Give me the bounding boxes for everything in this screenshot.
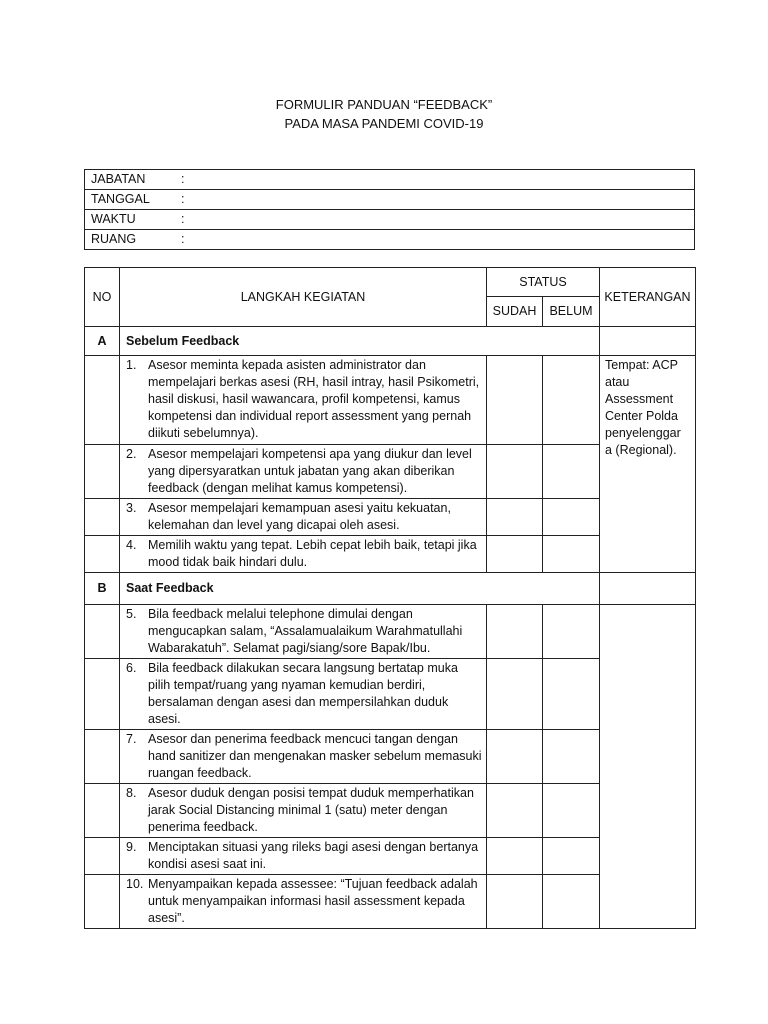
sudah-checkbox[interactable] [487, 784, 543, 838]
no-cell [85, 730, 120, 784]
info-table [84, 169, 695, 250]
no-cell [85, 784, 120, 838]
step-cell [120, 499, 487, 536]
section-letter: A [85, 327, 120, 356]
info-row-jabatan [85, 170, 695, 190]
info-sep: : [181, 192, 185, 206]
no-cell [85, 536, 120, 573]
header-row-1 [85, 268, 696, 297]
step-text: Bila feedback dilakukan secara langsung bertatap muka pilih tempat/ruang yang nyaman kemudian berdiri, bersalaman dengan asesi dan mempersilahkan duduk asesi. [148, 661, 458, 726]
step-text: Memilih waktu yang tepat. Lebih cepat lebih baik, tetapi jika mood tidak baik hindari dulu. [148, 538, 477, 569]
header-langkah: LANGKAH KEGIATAN [120, 268, 487, 327]
belum-checkbox[interactable] [543, 730, 600, 784]
checklist-table [84, 267, 696, 929]
info-field-waktu[interactable] [85, 210, 695, 230]
header-status: STATUS [487, 268, 600, 297]
belum-checkbox[interactable] [543, 784, 600, 838]
belum-checkbox[interactable] [543, 356, 600, 445]
header-no: NO [85, 268, 120, 327]
step-text: Asesor mempelajari kompetensi apa yang diukur dan level yang dipersyaratkan untuk jabatan yang akan diberikan feedback (dengan melihat kamus kompetensi). [148, 447, 472, 495]
no-cell [85, 875, 120, 929]
sudah-checkbox[interactable] [487, 536, 543, 573]
sudah-checkbox[interactable] [487, 875, 543, 929]
belum-checkbox[interactable] [543, 838, 600, 875]
info-row-ruang [85, 230, 695, 250]
sudah-checkbox[interactable] [487, 445, 543, 499]
info-field-tanggal[interactable] [85, 190, 695, 210]
sudah-checkbox[interactable] [487, 730, 543, 784]
info-row-waktu [85, 210, 695, 230]
step-text: Menciptakan situasi yang rileks bagi asesi dengan bertanya kondisi asesi saat ini. [148, 840, 479, 871]
keterangan-note: Tempat: ACP atau Assessment Center Polda penyelenggar a (Regional). [600, 356, 696, 573]
section-title: Saat Feedback [120, 573, 600, 605]
info-label: WAKTU [91, 212, 136, 226]
info-sep: : [181, 172, 185, 186]
step-number: 2. [126, 447, 137, 461]
step-cell [120, 445, 487, 499]
step-row [85, 356, 696, 445]
step-number: 3. [126, 501, 137, 515]
belum-checkbox[interactable] [543, 605, 600, 659]
step-cell [120, 536, 487, 573]
belum-checkbox[interactable] [543, 875, 600, 929]
step-number: 6. [126, 661, 137, 675]
section-row-a [85, 327, 696, 356]
keterangan-cell[interactable] [600, 573, 696, 605]
step-row [85, 605, 696, 659]
header-keterangan: KETERANGAN [600, 268, 696, 327]
sudah-checkbox[interactable] [487, 605, 543, 659]
step-cell [120, 730, 487, 784]
step-text: Menyampaikan kepada assessee: “Tujuan feedback adalah untuk menyampaikan informasi hasil assessment kepada asesi”. [148, 877, 478, 925]
keterangan-note[interactable] [600, 605, 696, 929]
step-cell [120, 356, 487, 445]
info-sep: : [181, 212, 185, 226]
belum-checkbox[interactable] [543, 659, 600, 730]
step-number: 8. [126, 786, 137, 800]
info-label: JABATAN [91, 172, 146, 186]
step-number: 5. [126, 607, 137, 621]
title-line-2: PADA MASA PANDEMI COVID-19 [284, 116, 484, 131]
sudah-checkbox[interactable] [487, 659, 543, 730]
step-text: Asesor mempelajari kemampuan asesi yaitu kekuatan, kelemahan dan level yang dicapai oleh asesi. [148, 501, 451, 532]
step-cell [120, 659, 487, 730]
step-cell [120, 605, 487, 659]
section-row-b [85, 573, 696, 605]
info-row-tanggal [85, 190, 695, 210]
no-cell [85, 659, 120, 730]
no-cell [85, 605, 120, 659]
header-belum: BELUM [543, 297, 600, 327]
step-text: Asesor dan penerima feedback mencuci tangan dengan hand sanitizer dan mengenakan masker sebelum memasuki ruangan feedback. [148, 732, 482, 780]
step-text: Asesor meminta kepada asisten administrator dan mempelajari berkas asesi (RH, hasil intray, hasil Psikometri, hasil diskusi, hasil wawancara, profil kompetensi, kamus kompetensi dan individual report assessment yang pernah diikuti sebelumnya). [148, 358, 480, 440]
info-field-jabatan[interactable] [85, 170, 695, 190]
step-text: Asesor duduk dengan posisi tempat duduk memperhatikan jarak Social Distancing minimal 1 (satu) meter dengan penerima feedback. [148, 786, 474, 834]
info-sep: : [181, 232, 185, 246]
no-cell [85, 356, 120, 445]
belum-checkbox[interactable] [543, 499, 600, 536]
sudah-checkbox[interactable] [487, 838, 543, 875]
belum-checkbox[interactable] [543, 445, 600, 499]
keterangan-cell[interactable] [600, 327, 696, 356]
step-cell [120, 838, 487, 875]
section-letter: B [85, 573, 120, 605]
belum-checkbox[interactable] [543, 536, 600, 573]
header-sudah: SUDAH [487, 297, 543, 327]
sudah-checkbox[interactable] [487, 499, 543, 536]
step-number: 1. [126, 358, 137, 372]
title-line-1: FORMULIR PANDUAN “FEEDBACK” [275, 97, 493, 112]
step-text: Bila feedback melalui telephone dimulai dengan mengucapkan salam, “Assalamualaikum Warahmatullahi Wabarakatuh”. Selamat pagi/siang/sore Bapak/Ibu. [148, 607, 463, 655]
no-cell [85, 838, 120, 875]
info-field-ruang[interactable] [85, 230, 695, 250]
sudah-checkbox[interactable] [487, 356, 543, 445]
form-title [0, 95, 768, 133]
step-cell [120, 875, 487, 929]
step-number: 4. [126, 538, 137, 552]
info-label: RUANG [91, 232, 137, 246]
step-cell [120, 784, 487, 838]
section-title: Sebelum Feedback [120, 327, 600, 356]
step-number: 7. [126, 732, 137, 746]
step-number: 9. [126, 840, 137, 854]
no-cell [85, 499, 120, 536]
info-label: TANGGAL [91, 192, 150, 206]
step-number: 10. [126, 877, 144, 891]
no-cell [85, 445, 120, 499]
